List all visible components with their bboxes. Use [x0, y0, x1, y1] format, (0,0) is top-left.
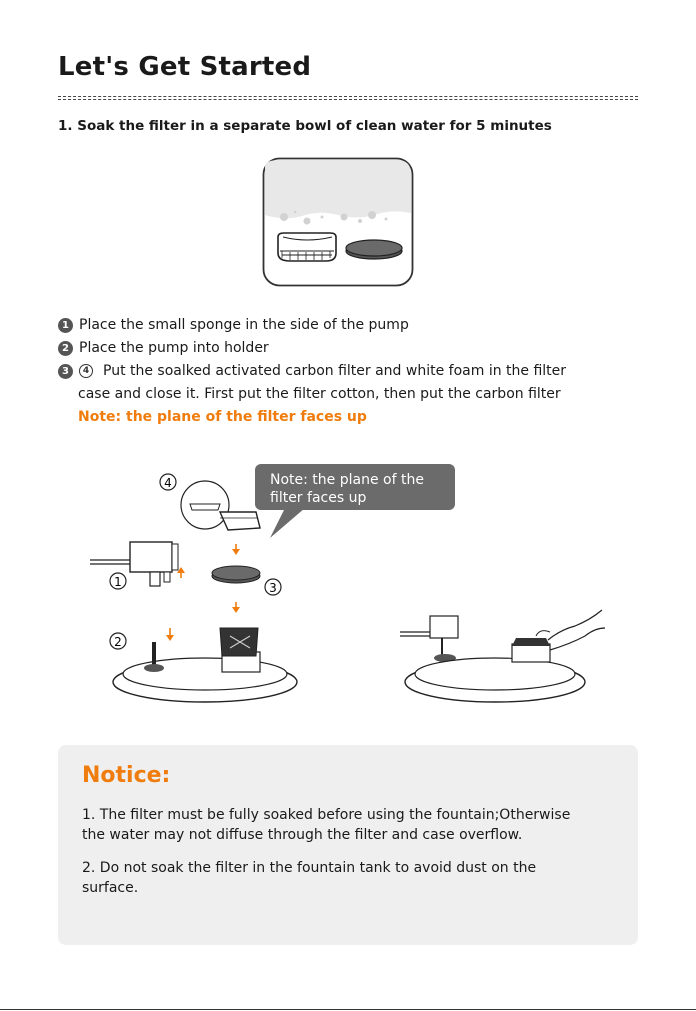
- page-bottom-rule: [0, 1009, 696, 1010]
- notice-title: Notice:: [82, 763, 171, 788]
- notice-item-1-line2: the water may not diffuse through the filter and case overflow.: [82, 827, 523, 843]
- step-number-2: 2: [58, 341, 73, 356]
- title-divider: [58, 96, 638, 97]
- soaking-bowl-illustration: [262, 157, 414, 287]
- diagram-label-3: 3: [269, 581, 277, 595]
- callout-text-line2: filter faces up: [270, 490, 367, 506]
- step-note: Note: the plane of the filter faces up: [78, 409, 367, 425]
- diagram-label-2: 2: [114, 635, 122, 649]
- callout-text-line1: Note: the plane of the: [270, 472, 424, 488]
- assembly-diagram: [80, 460, 620, 710]
- notice-item-1: [82, 805, 622, 845]
- step-3-text: Put the soalked activated carbon filter and white foam in the filter: [103, 363, 567, 379]
- step-number-1: 1: [58, 318, 73, 333]
- step-item-3: [58, 360, 658, 383]
- step-1-text: Place the small sponge in the side of the pump: [79, 317, 409, 333]
- notice-item-2: [82, 858, 622, 898]
- step-number-3: 3: [58, 364, 73, 379]
- notice-item-2-line2: surface.: [82, 880, 139, 896]
- diagram-label-4: 4: [164, 476, 172, 490]
- step-item-2: [58, 337, 658, 360]
- notice-box: [58, 745, 638, 945]
- page-title: Let's Get Started: [58, 52, 312, 82]
- diagram-label-1: 1: [114, 575, 122, 589]
- step-2-text: Place the pump into holder: [79, 340, 269, 356]
- callout-bubble: [255, 464, 455, 538]
- step-item-1: [58, 314, 658, 337]
- notice-item-2-line1: 2. Do not soak the filter in the fountain tank to avoid dust on the: [82, 860, 537, 876]
- notice-item-1-line1: 1. The filter must be fully soaked before using the fountain;Otherwise: [82, 807, 571, 823]
- step-1-instruction: 1. Soak the filter in a separate bowl of clean water for 5 minutes: [58, 118, 552, 134]
- title-divider-lower: [58, 99, 638, 100]
- step-3-continuation: case and close it. First put the filter cotton, then put the carbon filter: [78, 386, 561, 402]
- step-number-4: 4: [79, 364, 93, 378]
- step-list: [58, 314, 658, 429]
